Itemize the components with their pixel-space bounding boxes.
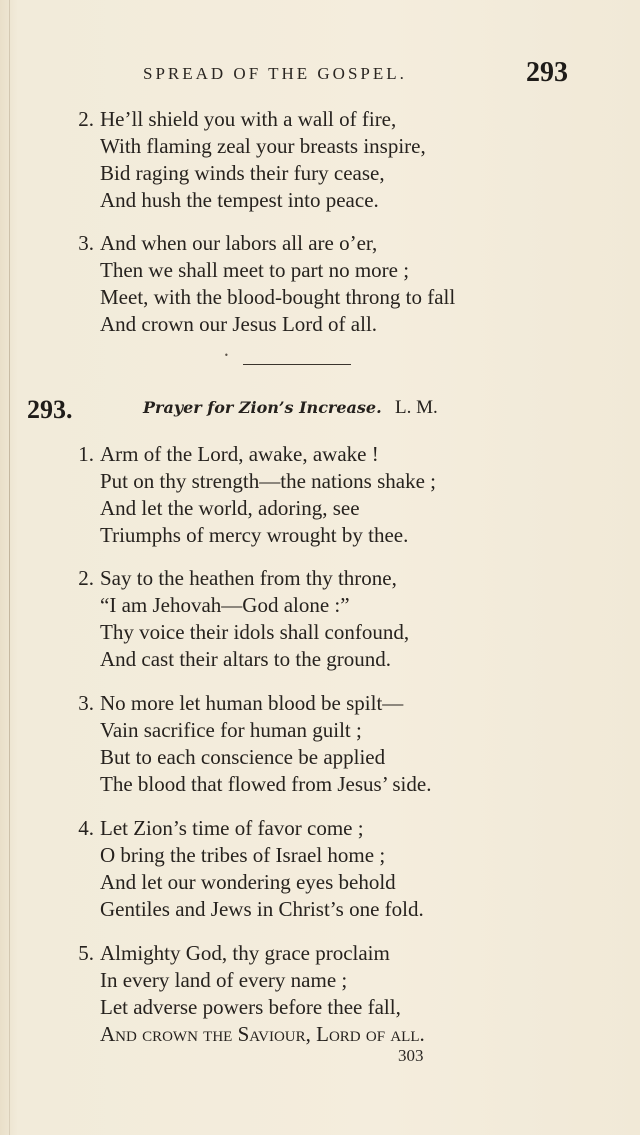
verse-line: And crown the Saviour, Lord of all. bbox=[100, 1022, 425, 1046]
footer-page-number: 303 bbox=[398, 1046, 424, 1065]
stanza-number: 3. bbox=[78, 691, 94, 715]
divider-dot: • bbox=[224, 351, 229, 360]
verse-line: Then we shall meet to part no more ; bbox=[100, 258, 410, 282]
stanza-number: 4. bbox=[78, 816, 94, 840]
verse-line: Say to the heathen from thy throne, bbox=[100, 566, 397, 590]
verse-line: And hush the tempest into peace. bbox=[100, 188, 379, 212]
verse-line: Almighty God, thy grace proclaim bbox=[100, 941, 390, 965]
verse-line: With flaming zeal your breasts inspire, bbox=[100, 134, 426, 158]
hymn-number: 293. bbox=[27, 395, 73, 424]
verse-line: Vain sacrifice for human guilt ; bbox=[100, 718, 362, 742]
stanza-number: 1. bbox=[78, 442, 94, 466]
verse-line: Triumphs of mercy wrought by thee. bbox=[100, 523, 409, 547]
verse-line: No more let human blood be spilt— bbox=[100, 691, 404, 715]
hymn-title: Prayer for Zion’s Increase. bbox=[143, 398, 382, 417]
verse-line: In every land of every name ; bbox=[100, 968, 348, 992]
section-divider bbox=[243, 364, 351, 365]
stanza-number: 2. bbox=[78, 107, 94, 131]
verse-line: And let the world, adoring, see bbox=[100, 496, 360, 520]
verse-line: And let our wondering eyes behold bbox=[100, 870, 396, 894]
stanza-number: 5. bbox=[78, 941, 94, 965]
verse-line: Bid raging winds their fury cease, bbox=[100, 161, 385, 185]
verse-line: And crown our Jesus Lord of all. bbox=[100, 312, 378, 336]
verse-line: Let Zion’s time of favor come ; bbox=[100, 816, 364, 840]
stanza-number: 3. bbox=[78, 231, 94, 255]
verse-line: Put on thy strength—the nations shake ; bbox=[100, 469, 436, 493]
hymn-meter: L. M. bbox=[395, 397, 438, 418]
verse-line: The blood that flowed from Jesus’ side. bbox=[100, 772, 432, 796]
verse-line: And when our labors all are o’er, bbox=[100, 231, 378, 255]
running-header: SPREAD OF THE GOSPEL. bbox=[143, 64, 407, 83]
gutter-line bbox=[9, 0, 10, 1135]
verse-line: Let adverse powers before thee fall, bbox=[100, 995, 401, 1019]
verse-line: He’ll shield you with a wall of fire, bbox=[100, 107, 397, 131]
verse-line: O bring the tribes of Israel home ; bbox=[100, 843, 386, 867]
verse-line: Thy voice their idols shall confound, bbox=[100, 620, 410, 644]
verse-line: And cast their altars to the ground. bbox=[100, 647, 392, 671]
stanza-number: 2. bbox=[78, 566, 94, 590]
verse-line: But to each conscience be applied bbox=[100, 745, 386, 769]
verse-line: Gentiles and Jews in Christ’s one fold. bbox=[100, 897, 424, 921]
verse-line: “I am Jehovah—God alone :” bbox=[100, 593, 350, 617]
verse-line: Meet, with the blood-bought throng to fall bbox=[100, 285, 456, 309]
hymn-page-number: 293 bbox=[526, 57, 568, 88]
verse-line: Arm of the Lord, awake, awake ! bbox=[100, 442, 379, 466]
